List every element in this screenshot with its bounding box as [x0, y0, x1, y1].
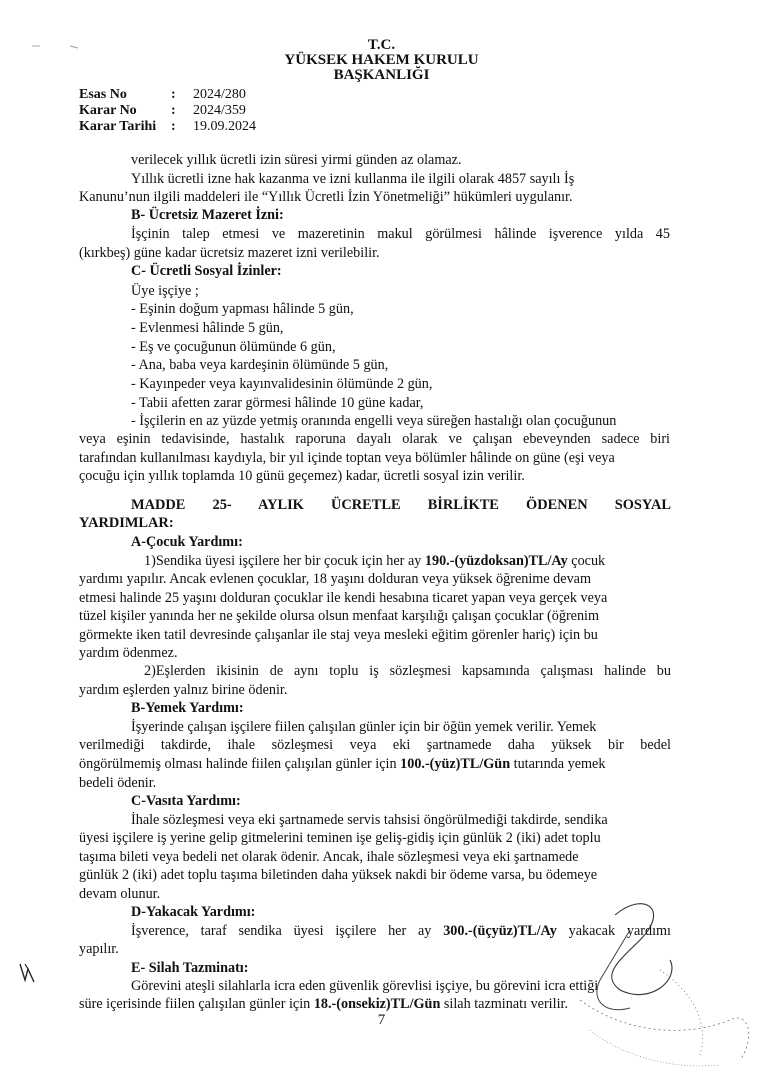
body-line: yardım eşlerden yalnız birine ödenir.: [79, 682, 288, 698]
section-heading-yemek: B-Yemek Yardımı:: [131, 700, 244, 716]
body-line: İşyerinde çalışan işçilere fiilen çalışılan günler için bir öğün yemek verilir. Yemek: [131, 719, 597, 735]
karar-no-label: Karar No: [79, 103, 137, 118]
article-heading: MADDE 25- AYLIK ÜCRETLE BİRLİKTE ÖDENEN SOSYAL: [131, 497, 671, 513]
body-line: Üye işçiye ;: [131, 283, 199, 299]
body-line: Yıllık ücretli izne hak kazanma ve izni kullanma ile ilgili olarak 4857 sayılı İş: [131, 171, 575, 187]
body-line: öngörülmemiş olması halinde fiilen çalışılan günler için 100.-(yüz)TL/Gün tutarında yemek: [79, 756, 606, 772]
body-line: görmekte iken tatil devresinde çalışanlar ile staj veya mesleki eğitim görenler hariç) için bu: [79, 627, 598, 643]
header-presidency: BAŞKANLIĞI: [333, 67, 430, 83]
signature-mark: [560, 880, 760, 1080]
body-line: Görevini ateşli silahlarla icra eden güvenlik görevlisi işçiye, bu görevini icra ettiği: [131, 978, 599, 994]
amount-highlight: 300.-(üçyüz)TL/Ay: [443, 923, 557, 939]
page-number: 7: [377, 1012, 386, 1028]
body-line: bedeli ödenir.: [79, 775, 157, 791]
list-item: - Eşinin doğum yapması hâlinde 5 gün,: [131, 301, 354, 317]
body-line: 2)Eşlerden ikisinin de aynı toplu iş sözleşmesi kapsamında çalışması halinde bu: [144, 663, 671, 679]
karar-no-row: [79, 103, 246, 119]
body-line: Kanunu’nun ilgili maddeleri ile “Yıllık Ücretli İzin Yönetmeliği” hükümleri uygulanır.: [79, 189, 573, 205]
amount-highlight: 100.-(yüz)TL/Gün: [400, 756, 511, 772]
body-line: devam olunur.: [79, 886, 161, 902]
esas-no-value: 2024/280: [193, 87, 246, 102]
list-item: - İşçilerin en az yüzde yetmiş oranında engelli veya süreğen hastalığı olan çocuğunun: [131, 413, 617, 429]
karar-no-value: 2024/359: [193, 103, 246, 118]
section-heading-c: C- Ücretli Sosyal İzinler:: [131, 263, 282, 279]
colon: :: [171, 87, 176, 102]
body-line: İşverence, taraf sendika üyesi işçilere her ay 300.-(üçyüz)TL/Ay yakacak yardımı: [131, 923, 671, 939]
body-line: veya eşinin tedavisinde, hastalık raporuna dayalı olarak ve çalışan ebeveynden sadece biri: [79, 431, 670, 447]
esas-no-label: Esas No: [79, 87, 127, 102]
list-item: - Tabii afetten zarar görmesi hâlinde 10 güne kadar,: [131, 395, 424, 411]
body-line: İhale sözleşmesi veya eki şartnamede servis tahsisi öngörülmediği takdirde, sendika: [131, 812, 608, 828]
body-line: 1)Sendika üyesi işçilere her bir çocuk için her ay 190.-(yüzdoksan)TL/Ay çocuk: [144, 553, 606, 569]
amount-highlight: 190.-(yüzdoksan)TL/Ay: [424, 553, 568, 569]
section-heading-yakacak: D-Yakacak Yardımı:: [131, 904, 256, 920]
body-line: verilecek yıllık ücretli izin süresi yirmi günden az olamaz.: [131, 152, 462, 168]
body-line: yapılır.: [79, 941, 119, 957]
list-item: - Evlenmesi hâlinde 5 gün,: [131, 320, 284, 336]
colon: :: [171, 103, 176, 118]
karar-tarihi-row: [79, 119, 256, 135]
body-line: yardım ödenmez.: [79, 645, 178, 661]
karar-tarihi-value: 19.09.2024: [193, 119, 256, 134]
margin-initial-mark: [16, 960, 42, 986]
body-line: verilmediği takdirde, ihale sözleşmesi veya eki şartnamede daha yüksek bir bedel: [79, 737, 671, 753]
body-line: İşçinin talep etmesi ve mazeretinin makul görülmesi hâlinde işverence yılda 45: [131, 226, 670, 242]
list-item: - Kayınpeder veya kayınvalidesinin ölümünde 2 gün,: [131, 376, 433, 392]
list-item: - Eş ve çocuğunun ölümünde 6 gün,: [131, 339, 336, 355]
body-line: tüzel kişiler yanında her ne şekilde olursa olsun menfaat karşılığı çalışan çocuklar (öğrenim: [79, 608, 600, 624]
header-tc: T.C.: [367, 37, 396, 53]
header-institution: YÜKSEK HAKEM KURULU: [284, 52, 479, 68]
karar-tarihi-label: Karar Tarihi: [79, 119, 157, 134]
body-line: taşıma bileti veya bedeli net olarak ödenir. Ancak, ihale sözleşmesi veya eki şartnamede: [79, 849, 579, 865]
section-heading-vasita: C-Vasıta Yardımı:: [131, 793, 241, 809]
body-line: tarafından kullanılması kaydıyla, bir yıl içinde toptan veya bölümler hâlinde on güne (eşi veya: [79, 450, 615, 466]
body-line: (kırkbeş) güne kadar ücretsiz mazeret izni verilebilir.: [79, 245, 380, 261]
body-line: yardımı yapılır. Ancak evlenen çocuklar, 18 yaşını dolduran veya yüksek öğrenime devam: [79, 571, 591, 587]
section-heading-b: B- Ücretsiz Mazeret İzni:: [131, 207, 284, 223]
esas-no-row: [79, 87, 246, 103]
amount-highlight: 18.-(onsekiz)TL/Gün: [313, 996, 441, 1012]
colon: :: [171, 119, 176, 134]
article-heading-cont: YARDIMLAR:: [79, 515, 174, 531]
section-heading-cocuk: A-Çocuk Yardımı:: [131, 534, 243, 550]
body-line: günlük 2 (iki) adet toplu taşıma biletinden daha yüksek nakdi bir ödeme varsa, bu ödemeye: [79, 867, 598, 883]
body-line: süre içerisinde fiilen çalışılan günler için 18.-(onsekiz)TL/Gün silah tazminatı verilir.: [79, 996, 568, 1012]
body-line: etmesi halinde 25 yaşını dolduran çocuklar ile kendi hesabına ticaret yapan veya gerçek veya: [79, 590, 608, 606]
list-item: - Ana, baba veya kardeşinin ölümünde 5 gün,: [131, 357, 389, 373]
section-heading-silah: E- Silah Tazminatı:: [131, 960, 249, 976]
body-line: üyesi işçilere iş yerine gelip gitmelerini teminen işe geliş-gidiş için günlük 2 (iki) adet toplu: [79, 830, 601, 846]
body-line: çocuğu için yıllık toplamda 10 günü geçemez) kadar, ücretli sosyal izin verilir.: [79, 468, 525, 484]
